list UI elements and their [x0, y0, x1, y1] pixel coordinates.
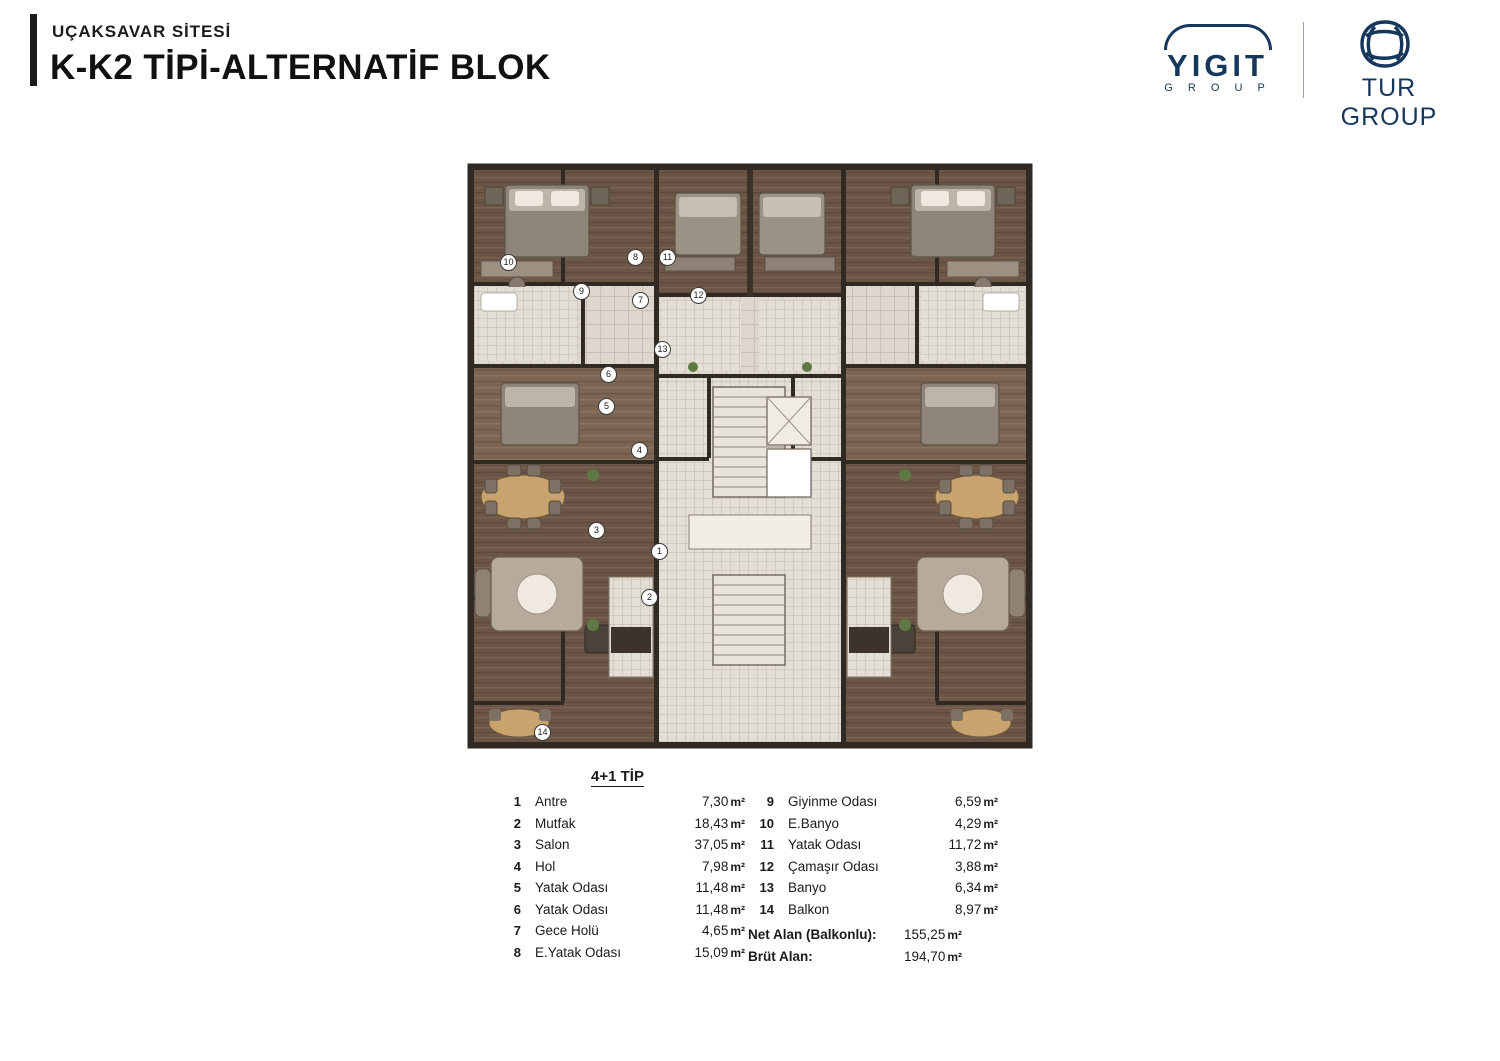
legend-number: 9: [766, 794, 774, 809]
plan-marker-11: 11: [659, 249, 676, 266]
legend-area: [681, 816, 745, 831]
legend-area: [934, 859, 998, 874]
legend-row: [495, 945, 745, 967]
legend-area-unit: m²: [983, 902, 998, 917]
plan-marker-7: 7: [632, 292, 649, 309]
legend-row: [495, 923, 745, 945]
plan-marker-5: 5: [598, 398, 615, 415]
legend-area-unit: m²: [983, 881, 998, 895]
legend-room-name: Yatak Odası: [788, 837, 862, 852]
legend-row: [748, 880, 998, 902]
total-area: [898, 949, 962, 964]
legend-row: [495, 837, 745, 859]
legend-area: [681, 902, 745, 917]
tur-group-logo: [1313, 18, 1465, 131]
legend-room-name: Gece Holü: [535, 923, 599, 938]
legend-area: [934, 794, 998, 809]
plan-marker-12: 12: [690, 287, 707, 304]
logo-divider: [1303, 22, 1304, 98]
legend-area-unit: m²: [730, 859, 745, 874]
total-row-gross: [748, 949, 998, 971]
legend-title: 4+1 TİP: [591, 768, 644, 785]
legend-area-value: 6,59: [955, 794, 982, 809]
legend-room-name: Antre: [535, 794, 568, 809]
plan-marker-13: 13: [654, 341, 671, 358]
yigit-logo-sub: G R O U P: [1164, 82, 1271, 94]
plan-marker-4: 4: [631, 442, 648, 459]
legend-number: 6: [513, 901, 521, 917]
legend-column-left: [495, 794, 745, 966]
legend-area-unit: m²: [730, 945, 745, 960]
legend-area-value: 37,05: [694, 837, 729, 852]
legend-area: [681, 859, 745, 874]
legend-room-name: Balkon: [788, 901, 830, 917]
legend-area-value: 11,72: [948, 837, 982, 852]
legend-area-value: 4,65: [702, 923, 729, 938]
plan-marker-2: 2: [641, 589, 658, 606]
project-subtitle: UÇAKSAVAR SİTESİ: [52, 22, 232, 41]
legend-number: 10: [759, 815, 774, 831]
legend-room-name: Çamaşır Odası: [788, 858, 879, 874]
legend-number: 12: [759, 858, 774, 874]
legend-area-value: 7,98: [702, 858, 729, 874]
legend-number: 3: [513, 837, 521, 852]
legend-number: 8: [513, 944, 521, 960]
legend-area-value: 7,30: [702, 794, 729, 809]
legend-room-name: Banyo: [788, 880, 827, 895]
legend-number: 5: [513, 880, 521, 895]
legend-area-value: 8,97: [955, 901, 982, 917]
legend-row: [748, 837, 998, 859]
legend-area-value: 11,48: [695, 901, 729, 917]
plan-marker-14: 14: [534, 724, 551, 741]
legend-area-unit: m²: [730, 816, 745, 831]
total-label: Net Alan (Balkonlu):: [748, 927, 877, 942]
legend-row: [748, 902, 998, 924]
legend-area-unit: m²: [983, 859, 998, 874]
page-title: K-K2 TİPİ-ALTERNATİF BLOK: [50, 48, 551, 87]
legend-area-unit: m²: [983, 816, 998, 831]
total-area-value: 194,70: [904, 948, 946, 964]
legend-room-name: Yatak Odası: [535, 901, 609, 917]
total-row-net: [748, 927, 998, 949]
legend-row: [748, 816, 998, 838]
legend-column-right: [748, 794, 998, 923]
legend-number: 7: [513, 923, 521, 938]
legend-area: [934, 880, 998, 895]
legend-area-unit: m²: [983, 838, 998, 852]
legend-room-name: Hol: [535, 858, 556, 874]
plan-marker-3: 3: [588, 522, 605, 539]
legend-area-value: 18,43: [694, 815, 729, 831]
legend-room-name: Giyinme Odası: [788, 794, 878, 809]
legend-room-name: Salon: [535, 837, 570, 852]
legend-area: [934, 816, 998, 831]
legend-area: [681, 923, 745, 938]
legend-area-unit: m²: [730, 881, 745, 895]
legend-row: [748, 794, 998, 816]
legend-area-value: 4,29: [955, 815, 982, 831]
legend-area: [681, 945, 745, 960]
legend-row: [748, 859, 998, 881]
legend-row: [495, 816, 745, 838]
title-accent-bar: [30, 14, 37, 86]
legend-area-unit: m²: [730, 902, 745, 917]
legend-area-value: 6,34: [955, 880, 982, 895]
total-area-unit: m²: [947, 949, 962, 964]
legend-area: [681, 794, 745, 809]
legend-room-name: Yatak Odası: [535, 880, 609, 895]
legend-area-unit: m²: [730, 838, 745, 852]
tur-knot-icon: [1357, 18, 1413, 72]
legend-row: [495, 880, 745, 902]
plan-marker-6: 6: [600, 366, 617, 383]
legend-area-unit: m²: [983, 795, 998, 809]
page-header: [0, 0, 1500, 131]
legend-number: 1: [513, 794, 521, 809]
legend-area-value: 11,48: [695, 880, 729, 895]
legend-area-unit: m²: [730, 795, 745, 809]
plan-marker-1: 1: [651, 543, 668, 560]
legend-number: 2: [513, 815, 521, 831]
legend-number: 13: [759, 880, 774, 895]
plan-marker-9: 9: [573, 283, 590, 300]
floor-plan-drawing: [461, 157, 1039, 755]
yigit-logo-name: YIGIT: [1167, 48, 1268, 83]
legend-room-name: E.Yatak Odası: [535, 944, 622, 960]
legend-row: [495, 859, 745, 881]
legend-row: [495, 902, 745, 924]
total-area-unit: m²: [947, 928, 962, 942]
room-legend: [495, 768, 1015, 964]
legend-room-name: Mutfak: [535, 815, 576, 831]
plan-marker-8: 8: [627, 249, 644, 266]
legend-number: 11: [760, 837, 774, 852]
yigit-group-logo: [1150, 24, 1285, 98]
legend-number: 4: [513, 858, 521, 874]
legend-area: [934, 837, 998, 852]
legend-area: [681, 880, 745, 895]
legend-area: [681, 837, 745, 852]
tur-logo-name: TUR GROUP: [1340, 74, 1438, 131]
plan-marker-10: 10: [500, 254, 517, 271]
legend-area-unit: m²: [730, 924, 745, 938]
legend-area: [934, 902, 998, 917]
legend-room-name: E.Banyo: [788, 815, 840, 831]
yigit-arc-icon: [1164, 24, 1272, 50]
area-totals: [748, 927, 998, 970]
total-label: Brüt Alan:: [748, 948, 813, 964]
legend-area-value: 15,09: [694, 944, 729, 960]
legend-number: 14: [759, 901, 774, 917]
total-area: [898, 927, 962, 942]
total-area-value: 155,25: [904, 927, 946, 942]
legend-area-value: 3,88: [955, 858, 982, 874]
legend-row: [495, 794, 745, 816]
